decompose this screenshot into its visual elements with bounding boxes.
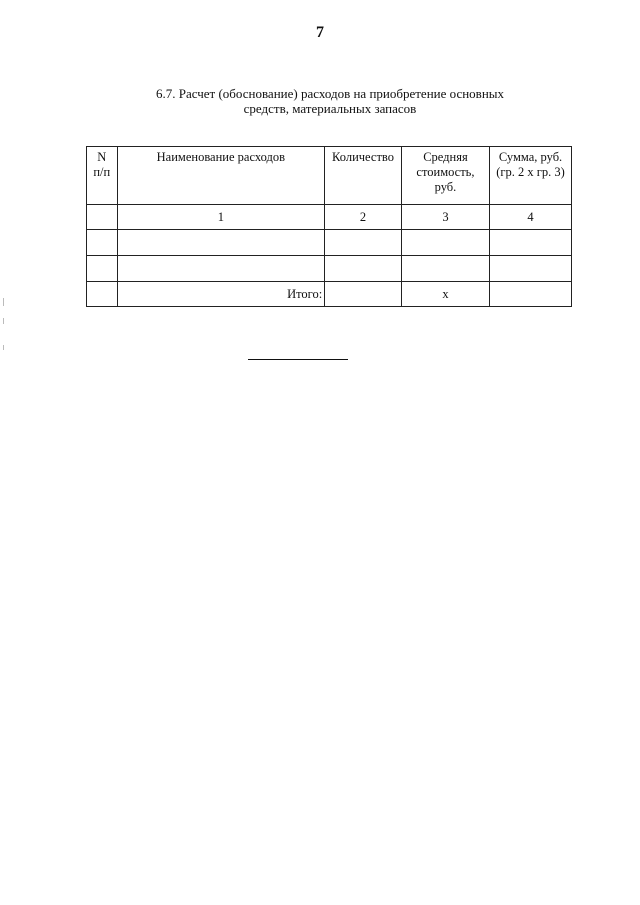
header-row-number — [87, 147, 118, 205]
header-average-cost-line-3: руб. — [434, 180, 457, 194]
header-average-cost-line-2: стоимость, — [416, 165, 475, 179]
header-expense-name-text: Наименование расходов — [156, 150, 286, 164]
total-quantity — [325, 282, 402, 307]
table-cell — [87, 230, 118, 256]
column-number-cell: 4 — [490, 205, 572, 230]
header-quantity — [325, 147, 402, 205]
column-number-row — [87, 205, 572, 230]
header-expense-name — [117, 147, 325, 205]
table-cell — [325, 230, 402, 256]
section-title-line-1: 6.7. Расчет (обоснование) расходов на приобретение основных — [155, 86, 505, 101]
section-title — [80, 86, 580, 116]
table-row — [87, 256, 572, 282]
header-row-number-line-1: N — [97, 150, 107, 164]
column-number-cell — [87, 205, 118, 230]
table-cell — [490, 256, 572, 282]
scan-artifact — [3, 345, 4, 350]
table-row — [87, 230, 572, 256]
scan-artifact — [3, 298, 4, 306]
total-sum — [490, 282, 572, 307]
header-sum-line-2: (гр. 2 х гр. 3) — [496, 165, 565, 179]
end-separator-line — [248, 359, 348, 360]
column-number-cell: 1 — [117, 205, 325, 230]
scan-artifact — [3, 318, 4, 324]
table-cell — [401, 230, 489, 256]
table-cell — [325, 256, 402, 282]
total-label: Итого: — [117, 282, 325, 307]
table-cell — [117, 256, 325, 282]
header-sum-line-1: Сумма, руб. — [498, 150, 563, 164]
total-average-cost: x — [401, 282, 489, 307]
table-cell — [87, 256, 118, 282]
table-header-row — [87, 147, 572, 205]
table-cell — [87, 282, 118, 307]
header-average-cost-line-1: Средняя — [423, 150, 468, 164]
header-sum — [490, 147, 572, 205]
page-number: 7 — [316, 24, 324, 41]
header-quantity-text: Количество — [332, 150, 394, 164]
table-cell — [401, 256, 489, 282]
total-row — [87, 282, 572, 307]
table-cell — [117, 230, 325, 256]
column-number-cell: 2 — [325, 205, 402, 230]
header-average-cost — [401, 147, 489, 205]
expense-calculation-table — [86, 146, 572, 307]
table-cell — [490, 230, 572, 256]
section-title-line-2: средств, материальных запасов — [243, 101, 417, 116]
column-number-cell: 3 — [401, 205, 489, 230]
header-row-number-line-2: п/п — [93, 165, 111, 179]
